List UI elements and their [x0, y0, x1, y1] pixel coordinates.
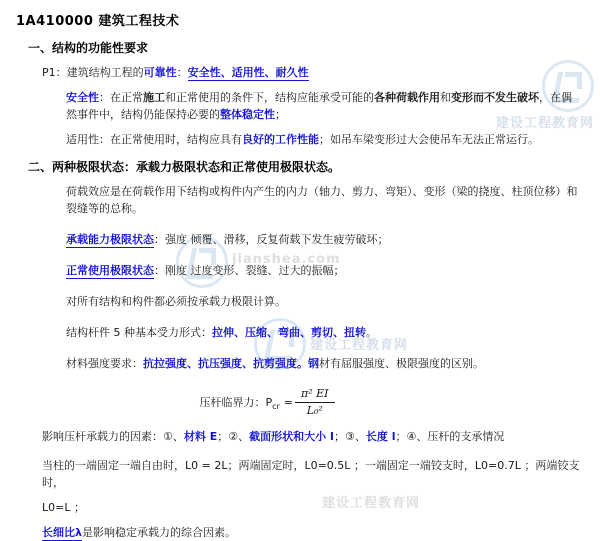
factor-section: 截面形状和大小 I — [249, 430, 335, 444]
applicability-bold-1: 良好的工作性能 — [242, 133, 319, 147]
safety-text-3: 和 — [440, 91, 451, 105]
slenderness-text: 是影响稳定承载力的综合因素。 — [81, 526, 236, 540]
factor-length: 长度 l — [365, 430, 396, 444]
member-forces-post: 。 — [366, 326, 377, 340]
watermark-text-2: jianshea.com — [232, 252, 341, 267]
safety-text-4: ，在偶然事件中，结构仍能保持必要的 — [66, 91, 572, 122]
paragraph-safety — [66, 89, 582, 123]
formula-label: 压杆临界力：$P_{cr}$ — [199, 395, 280, 411]
member-forces-keyword: 拉伸、压缩、弯曲、剪切、扭转 — [212, 326, 366, 340]
formula-equals: = — [283, 395, 294, 409]
paragraph-material-strength — [66, 355, 582, 372]
strength-keyword: 抗拉强度、抗压强度、抗剪强度。 — [143, 357, 308, 371]
paragraph-member-forces — [66, 324, 582, 341]
strength-post: 材有屈服强度、极限强度的区别。 — [319, 357, 484, 371]
paragraph-must-calculate: 对所有结构和构件都必须按承载力极限计算。 — [66, 295, 286, 309]
member-forces-pre: 结构杆件 5 种基本受力形式： — [66, 326, 212, 340]
limit-state-2-label: 正常使用极限状态 — [66, 264, 154, 278]
applicability-text-2: ；如吊车梁变形过大会使吊车无法正常运行。 — [319, 133, 539, 147]
factors-t2: ；②、 — [217, 430, 250, 444]
safety-bold-4: 整体稳定性 — [220, 108, 275, 122]
paragraph-p1 — [42, 64, 582, 81]
safety-text-5: ； — [275, 108, 286, 122]
paragraph-limit-state-1 — [66, 231, 582, 248]
formula-label-subscript: cr — [272, 401, 280, 411]
factors-text: 影响压杆承载力的因素：①、 — [42, 430, 184, 444]
watermark-text-4: 建设工程教育网 — [322, 496, 421, 511]
factors-t4: ；④、压杆的支承情况 — [395, 430, 505, 444]
strength-pre: 材料强度要求： — [66, 357, 143, 371]
applicability-label: 适用性 — [66, 133, 99, 147]
section-heading-1: 一、结构的功能性要求 — [28, 41, 149, 55]
limit-state-1-text: ：强度 倾覆、滑移，反复荷载下发生疲劳破坏； — [154, 233, 389, 247]
safety-bold-1: 施工 — [143, 91, 165, 105]
p1-separator: ： — [176, 66, 188, 79]
applicability-text-1: ：在正常使用时，结构应具有 — [99, 133, 242, 147]
slenderness-keyword: 长细比λ — [42, 526, 82, 540]
limit-state-2-text: ：刚度 过度变形、裂缝、过大的振幅； — [154, 264, 345, 278]
formula-critical-load — [14, 387, 582, 419]
factors-t3: ；③、 — [334, 430, 366, 444]
paragraph-applicability — [66, 131, 582, 148]
safety-bold-3: 变形而不发生破坏 — [451, 91, 539, 105]
formula-denominator: L₀² — [306, 403, 323, 417]
limit-state-1-label: 承载能力极限状态 — [66, 233, 154, 247]
safety-label: 安全性 — [66, 91, 99, 105]
paragraph-load-effect: 荷载效应是在荷载作用下结构或构件内产生的内力（轴力、剪力、弯矩）、变形（梁的挠度、柱顶位移）和裂缝等的总称。 — [66, 185, 578, 216]
paragraph-limit-state-2 — [66, 262, 582, 279]
p1-label: P1：建筑结构工程的 — [42, 66, 144, 79]
p1-keyword-three: 安全性、适用性、耐久性 — [187, 66, 309, 79]
paragraph-slenderness — [42, 524, 582, 541]
paragraph-support-conditions: 当柱的一端固定一端自由时，L0 = 2L；两端固定时，L0=0.5L ；一端固定一端铰支时，L0=0.7L ；两端铰支时， — [42, 459, 580, 490]
safety-text-2: 和正常使用的条件下，结构应能承受可能的 — [165, 91, 374, 105]
paragraph-factors — [42, 428, 582, 445]
formula-numerator: π² EI — [295, 387, 335, 403]
formula-fraction — [295, 387, 335, 419]
watermark-text-3: 建设工程教育网 — [310, 338, 409, 353]
safety-text-1: ：在正常 — [99, 91, 143, 105]
watermark-text-1: 建设工程教育网 — [495, 116, 594, 131]
factor-material: 材料 E — [183, 430, 218, 444]
p1-keyword-reliability: 可靠性 — [143, 66, 177, 79]
section-heading-2: 二、两种极限状态：承载力极限状态和正常使用极限状态。 — [28, 160, 341, 175]
safety-bold-2: 各种荷载作用 — [374, 91, 440, 105]
paragraph-support-conditions-2: L0=L ； — [42, 501, 85, 515]
page-title: 1A410000 建筑工程技术 — [16, 14, 180, 29]
strength-mid: 钢 — [308, 357, 319, 371]
